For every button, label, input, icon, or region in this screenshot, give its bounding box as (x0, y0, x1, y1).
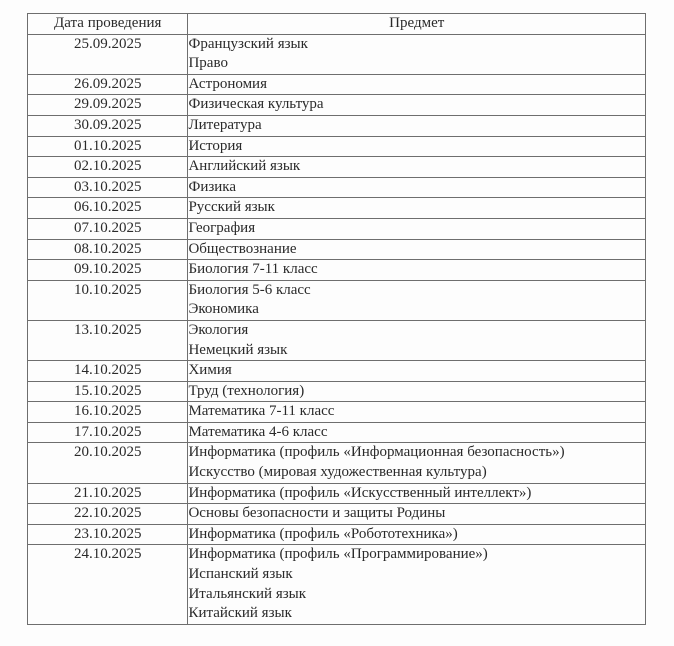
date-cell: 24.10.2025 (28, 545, 188, 624)
date-cell: 02.10.2025 (28, 157, 188, 178)
table-row (28, 95, 646, 116)
table-row (28, 320, 646, 360)
table-row (28, 381, 646, 402)
subject-cell (188, 483, 646, 504)
subject-item: Литература (188, 116, 262, 133)
subject-item: Физическая культура (188, 96, 324, 113)
date-cell: 08.10.2025 (28, 239, 188, 260)
subject-cell (188, 320, 646, 360)
table-body (28, 34, 646, 624)
table-row (28, 422, 646, 443)
date-cell: 17.10.2025 (28, 422, 188, 443)
subject-item: Китайский язык (188, 605, 292, 622)
subject-cell (188, 239, 646, 260)
subject-item: Математика 4-6 класс (188, 423, 328, 440)
table-row (28, 402, 646, 423)
subject-item: Химия (188, 362, 232, 379)
date-cell: 20.10.2025 (28, 443, 188, 483)
subject-item: География (188, 219, 256, 236)
table-row (28, 280, 646, 320)
subject-cell (188, 361, 646, 382)
subject-cell (188, 280, 646, 320)
subject-item: Информатика (профиль «Искусственный интеллект») (188, 484, 532, 501)
date-cell: 22.10.2025 (28, 504, 188, 525)
date-cell: 26.09.2025 (28, 74, 188, 95)
date-cell: 15.10.2025 (28, 381, 188, 402)
subject-cell (188, 157, 646, 178)
date-cell: 23.10.2025 (28, 524, 188, 545)
table-row (28, 504, 646, 525)
date-cell: 13.10.2025 (28, 320, 188, 360)
subject-cell (188, 524, 646, 545)
table-row (28, 177, 646, 198)
subject-item: Экономика (188, 301, 259, 318)
table-row (28, 74, 646, 95)
subject-item: Экология (188, 321, 249, 338)
table-row (28, 239, 646, 260)
subject-cell (188, 34, 646, 74)
subject-item: Искусство (мировая художественная культура) (188, 464, 487, 481)
table-row (28, 260, 646, 281)
subject-cell (188, 177, 646, 198)
subject-cell (188, 381, 646, 402)
date-cell: 30.09.2025 (28, 115, 188, 136)
table-row (28, 115, 646, 136)
table-row (28, 218, 646, 239)
date-cell: 09.10.2025 (28, 260, 188, 281)
subject-item: Информатика (профиль «Робототехника») (188, 525, 458, 542)
schedule-table (27, 13, 646, 625)
subject-cell (188, 545, 646, 624)
subject-cell (188, 402, 646, 423)
subject-cell (188, 74, 646, 95)
subject-cell (188, 115, 646, 136)
date-cell: 10.10.2025 (28, 280, 188, 320)
table-row (28, 34, 646, 74)
date-cell: 06.10.2025 (28, 198, 188, 219)
table-row (28, 443, 646, 483)
date-cell: 14.10.2025 (28, 361, 188, 382)
table-header-row (28, 14, 646, 35)
subject-item: Обществознание (188, 240, 297, 257)
subject-item: Французский язык (188, 35, 308, 52)
subject-item: Русский язык (188, 199, 275, 216)
subject-item: Математика 7-11 класс (188, 403, 335, 420)
subject-item: Информатика (профиль «Программирование») (188, 546, 488, 563)
header-subject: Предмет (188, 14, 646, 35)
subject-item: Биология 5-6 класс (188, 281, 311, 298)
table-row (28, 198, 646, 219)
table-row (28, 361, 646, 382)
table-row (28, 483, 646, 504)
date-cell: 25.09.2025 (28, 34, 188, 74)
date-cell: 29.09.2025 (28, 95, 188, 116)
subject-cell (188, 218, 646, 239)
subject-item: Основы безопасности и защиты Родины (188, 505, 446, 522)
subject-cell (188, 422, 646, 443)
subject-item: Немецкий язык (188, 341, 288, 358)
subject-item: Итальянский язык (188, 585, 307, 602)
subject-cell (188, 260, 646, 281)
date-cell: 07.10.2025 (28, 218, 188, 239)
table-row (28, 524, 646, 545)
subject-item: Испанский язык (188, 566, 293, 583)
subject-item: Информатика (профиль «Информационная безопасность») (188, 444, 565, 461)
header-date: Дата проведения (28, 14, 188, 35)
subject-item: Астрономия (188, 75, 267, 92)
subject-item: Труд (технология) (188, 382, 305, 399)
date-cell: 03.10.2025 (28, 177, 188, 198)
subject-cell (188, 95, 646, 116)
subject-cell (188, 136, 646, 157)
subject-item: Право (188, 55, 228, 72)
subject-item: Английский язык (188, 158, 301, 175)
date-cell: 01.10.2025 (28, 136, 188, 157)
date-cell: 21.10.2025 (28, 483, 188, 504)
subject-cell (188, 504, 646, 525)
table-row (28, 136, 646, 157)
table-row (28, 545, 646, 624)
subject-item: Физика (188, 178, 237, 195)
subject-cell (188, 198, 646, 219)
table-row (28, 157, 646, 178)
date-cell: 16.10.2025 (28, 402, 188, 423)
subject-item: Биология 7-11 класс (188, 261, 318, 278)
subject-cell (188, 443, 646, 483)
subject-item: История (188, 137, 243, 154)
